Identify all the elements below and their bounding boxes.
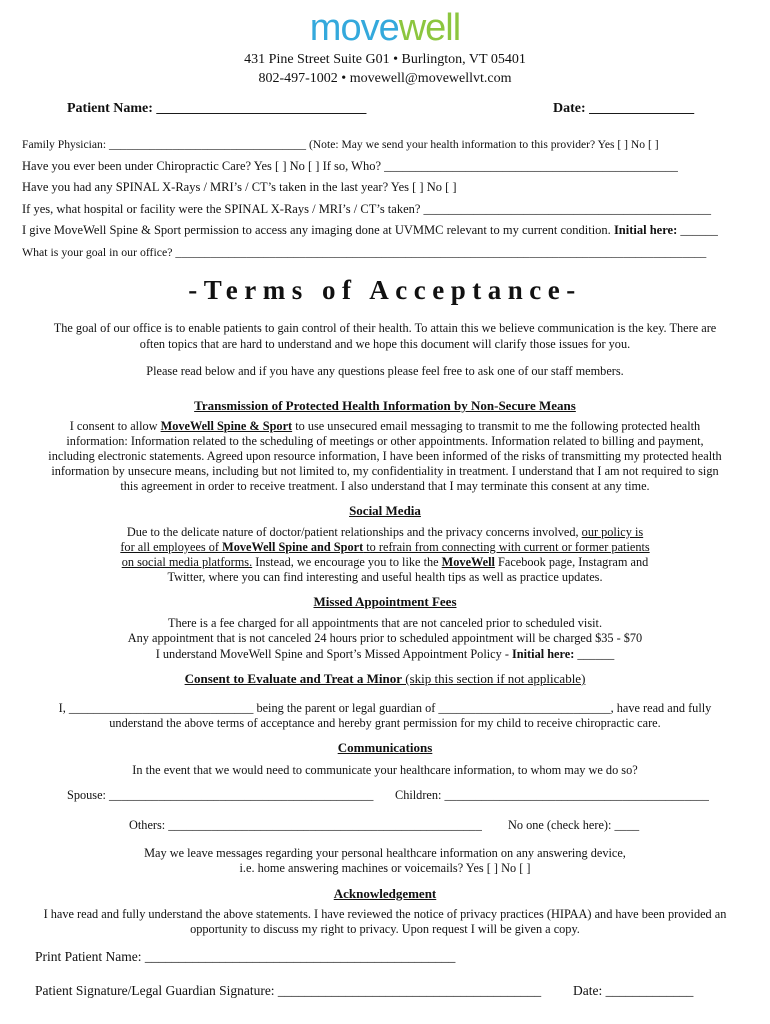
phi-line-4: information by unsecure means, including but not limited to, my confidentiality in treatment. I understand that I am not required to sign (51, 464, 719, 478)
social-line-2-b: MoveWell Spine and Sport (222, 540, 364, 554)
missed-line-3[interactable] (28, 647, 742, 662)
phi-heading: Transmission of Protected Health Information by Non-Secure Means (194, 398, 576, 413)
phi-line-1-c: to use unsecured email messaging to transmit to me the following protected health (292, 419, 701, 433)
minor-heading (0, 671, 770, 687)
intro-line-1: The goal of our office is to enable patients to gain control of their health. To attain this we believe communication is the key. There are (53, 321, 717, 335)
print-name-field[interactable]: Print Patient Name: ______________________________________________ (35, 949, 456, 964)
social-line-3-b: Instead, we encourage you to like the (252, 555, 442, 569)
social-line-3-d: Facebook page, Instagram and (494, 555, 649, 569)
address-line: 431 Pine Street Suite G01 • Burlington, VT 05401 (244, 52, 526, 67)
messages-line-1: May we leave messages regarding your personal healthcare information on any answering device, (144, 846, 626, 860)
intro-line-2: often topics that are hard to understand and we hope this document will clarify those issues for you. (139, 337, 631, 351)
acknowledgement-heading: Acknowledgement (333, 886, 437, 901)
minor-line-2: understand the above terms of acceptance and hereby grant permission for my child to receive chiropractic care. (109, 716, 661, 730)
phi-line-1 (28, 419, 742, 434)
social-line-1-a: Due to the delicate nature of doctor/patient relationships and the privacy concerns involved, (126, 525, 582, 539)
social-line-1-b: our policy is (581, 525, 644, 539)
signature-field[interactable]: Patient Signature/Legal Guardian Signature: _______________________________________ (35, 983, 542, 998)
communications-heading: Communications (337, 740, 433, 755)
missed-initial-blank[interactable]: ______ (574, 647, 615, 661)
social-line-4: Twitter, where you can find interesting and useful health tips as well as practice updates. (167, 570, 603, 584)
missed-line-3-text: I understand MoveWell Spine and Sport’s Missed Appointment Policy - (155, 647, 513, 661)
phi-line-3: including electronic statements. Agreed upon resource information, I have been informed of the risks of transmitting my protected health (48, 449, 722, 463)
uvmmc-initial-label: Initial here: (613, 223, 678, 237)
missed-line-2: Any appointment that is not canceled 24 hours prior to scheduled appointment will be charged $35 - $70 (127, 631, 643, 645)
social-line-2-a: for all employees of (120, 540, 223, 554)
logo-move: move (309, 7, 399, 49)
no-one-checkbox[interactable]: No one (check here): ____ (508, 818, 640, 832)
intro-line-3: Please read below and if you have any questions please feel free to ask one of our staff members. (146, 364, 624, 378)
date-field[interactable]: Date: _______________ (553, 101, 695, 116)
terms-title: -Terms of Acceptance- (188, 275, 582, 305)
movewell-logo (0, 6, 770, 50)
missed-heading: Missed Appointment Fees (313, 594, 457, 609)
phi-line-5: this agreement in order to receive treatment. I also understand that I may terminate this consent at any time. (120, 479, 650, 493)
social-line-2-c: to refrain from connecting with current or former patients (363, 540, 650, 554)
social-line-3-c: MoveWell (441, 555, 495, 569)
family-physician-field[interactable]: Family Physician: __________________________________ (Note: May we send your health information to this provider? Yes [ ] No [ ] (22, 138, 659, 151)
social-line-1 (28, 525, 742, 540)
xray-facility-field[interactable]: If yes, what hospital or facility were the SPINAL X-Rays / MRI’s / CT’s taken? ______________________________________________ (22, 202, 712, 216)
contact-line: 802-497-1002 • movewell@movewellvt.com (258, 71, 512, 86)
phi-line-2: information: Information related to the scheduling of meetings or other appointments. Information related to billing and payment, (66, 434, 704, 448)
logo-well: well (398, 7, 461, 49)
minor-line-1[interactable]: I, ______________________________ being the parent or legal guardian of ____________________________, have read and fully (58, 701, 712, 715)
missed-line-1: There is a fee charged for all appointments that are not canceled prior to scheduled visit. (167, 616, 603, 630)
goal-field[interactable]: What is your goal in our office? __________________________________________________________________________________________ (22, 245, 707, 259)
uvmmc-initial-blank[interactable]: ______ (680, 223, 718, 237)
patient-name-field[interactable]: Patient Name: ______________________________ (67, 101, 367, 116)
ack-line-2: opportunity to discuss my right to privacy. Upon request I will be given a copy. (190, 922, 580, 936)
social-line-3 (28, 555, 742, 570)
minor-heading-text: Consent to Evaluate and Treat a Minor (184, 671, 402, 686)
minor-heading-note: (skip this section if not applicable) (402, 671, 586, 686)
social-line-2 (28, 540, 742, 555)
communications-question: In the event that we would need to communicate your healthcare information, to whom may we do so? (132, 763, 638, 777)
others-field[interactable]: Others: ___________________________________________________ (129, 818, 482, 832)
spinal-xrays-question[interactable]: Have you had any SPINAL X-Rays / MRI’s / CT’s taken in the last year? Yes [ ] No [ ] (22, 180, 457, 194)
uvmmc-permission[interactable] (22, 223, 718, 238)
signature-date-field[interactable]: Date: _____________ (573, 983, 694, 998)
phi-line-1-a: I consent to allow (69, 419, 161, 433)
social-line-3-a: on social media platforms. (121, 555, 253, 569)
chiropractic-care-question[interactable]: Have you ever been under Chiropractic Care? Yes [ ] No [ ] If so, Who? _______________________________________________ (22, 159, 678, 173)
messages-line-2[interactable]: i.e. home answering machines or voicemails? Yes [ ] No [ ] (239, 861, 531, 875)
phi-line-1-b: MoveWell Spine & Sport (160, 419, 293, 433)
spouse-field[interactable]: Spouse: ___________________________________________ (67, 788, 374, 802)
children-field[interactable]: Children: ___________________________________________ (395, 788, 709, 802)
uvmmc-permission-text: I give MoveWell Spine & Sport permission to access any imaging done at UVMMC relevant to my current condition. (22, 223, 611, 237)
ack-line-1: I have read and fully understand the above statements. I have reviewed the notice of privacy practices (HIPAA) and have been provided an (43, 907, 727, 921)
social-heading: Social Media (349, 503, 421, 518)
missed-initial-label: Initial here: (512, 647, 575, 661)
